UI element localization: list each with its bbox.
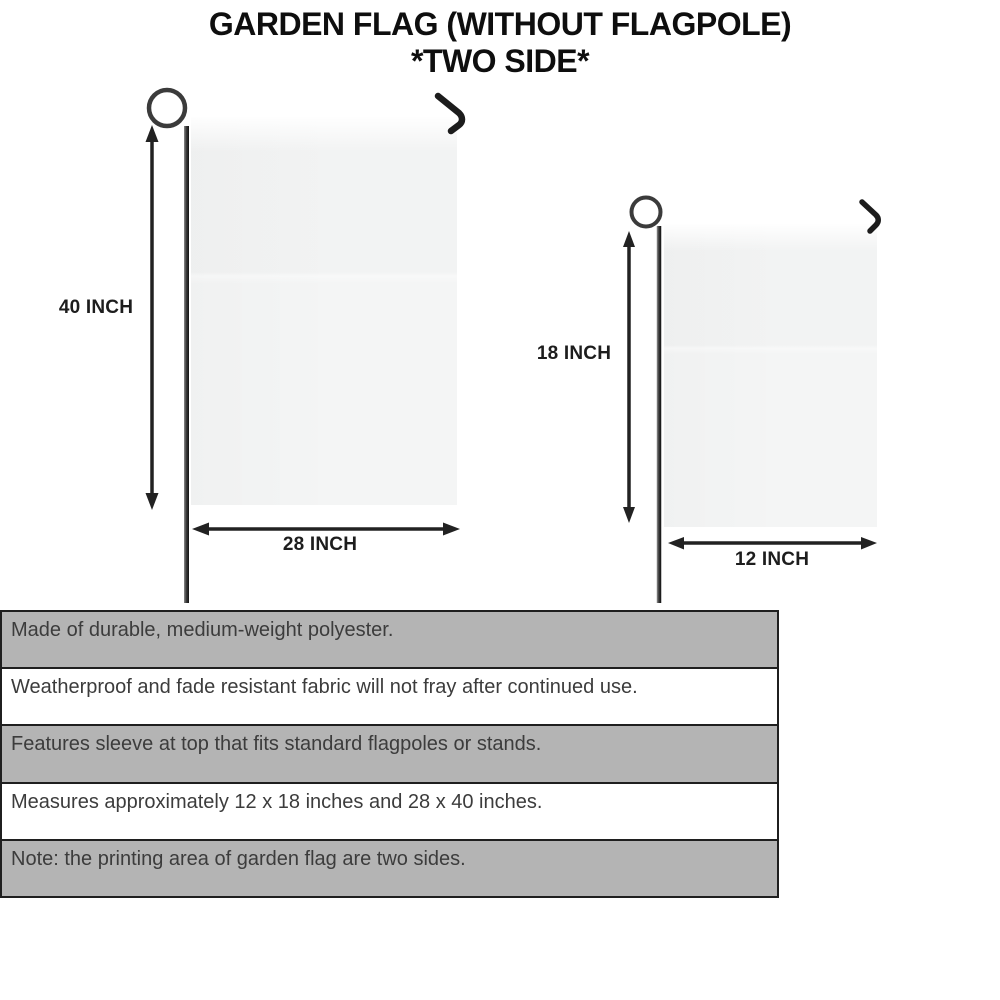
large-flagpole-loop-icon (149, 90, 185, 126)
large-flag-canvas (191, 117, 457, 505)
small-flagpole-loop-icon (632, 198, 661, 227)
small-width-arrow (668, 537, 877, 550)
feature-row: Weatherproof and fade resistant fabric will not fray after continued use. (2, 669, 777, 726)
features-table (0, 610, 779, 898)
title-line-2: *TWO SIDE* (410, 43, 590, 79)
large-width-label: 28 INCH (282, 534, 358, 555)
small-flag-canvas (664, 224, 877, 527)
page-title (0, 6, 1000, 80)
small-height-label: 18 INCH (536, 343, 612, 364)
small-height-arrow (623, 231, 635, 523)
feature-row: Note: the printing area of garden flag are two sides. (2, 841, 777, 896)
large-height-label: 40 INCH (58, 297, 134, 318)
feature-row: Made of durable, medium-weight polyester. (2, 612, 777, 669)
title-line-1: GARDEN FLAG (WITHOUT FLAGPOLE) (208, 6, 792, 42)
small-width-label: 12 INCH (734, 549, 810, 570)
large-height-arrow (146, 125, 159, 510)
feature-row: Features sleeve at top that fits standard flagpoles or stands. (2, 726, 777, 783)
feature-row: Measures approximately 12 x 18 inches and 28 x 40 inches. (2, 784, 777, 841)
